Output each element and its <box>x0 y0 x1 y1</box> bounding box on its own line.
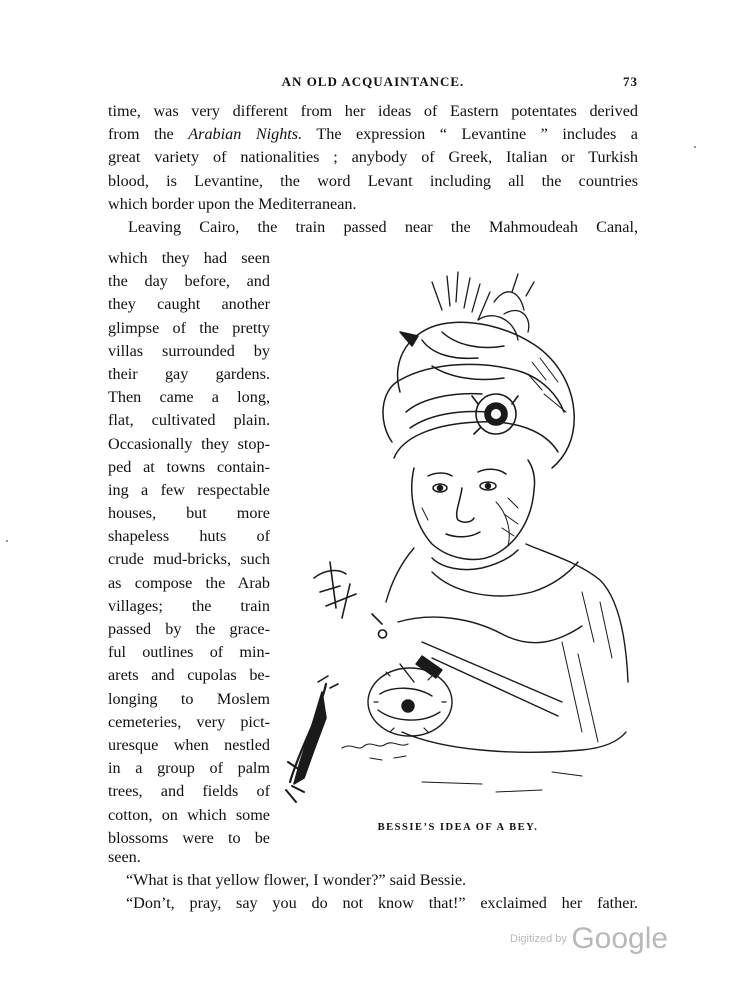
text-line: their gay gardens. <box>108 364 270 383</box>
book-title-italic: Arabian Nights. <box>188 125 303 144</box>
dagger-hilt <box>286 676 338 802</box>
turban-jewel <box>472 394 518 434</box>
text-line: Leaving Cairo, the train passed near the Mahmoudeah Canal, <box>128 217 638 236</box>
text-line: flat, cultivated plain. <box>108 411 270 430</box>
text-fragment: from the <box>108 125 189 144</box>
text-line: shapeless huts of <box>108 527 270 546</box>
left-shoulder-strokes <box>314 562 387 638</box>
text-line: “Don’t, pray, say you do not know that!” exclaimed her father. <box>126 894 638 913</box>
text-line: the day before, and <box>108 272 270 291</box>
text-line: crude mud-bricks, such <box>108 550 270 569</box>
text-line: villas surrounded by <box>108 341 270 360</box>
text-line: ful outlines of min- <box>108 643 270 662</box>
text-line: trees, and fields of <box>108 782 270 801</box>
signature-scrawl <box>342 743 408 760</box>
text-line: as compose the Arab <box>108 573 270 592</box>
lower-scribbles <box>422 772 582 792</box>
google-logo: Google <box>571 922 669 955</box>
text-line: villages; the train <box>108 596 270 615</box>
paragraph-narrow-column <box>108 247 270 850</box>
scan-speck <box>6 540 8 542</box>
running-title: AN OLD ACQUAINTANCE. <box>281 74 465 89</box>
text-line: cotton, on which some <box>108 805 270 824</box>
text-line: “What is that yellow flower, I wonder?” said Bessie. <box>126 871 467 890</box>
plume-strokes <box>432 272 534 340</box>
illustration-caption: BESSIE’S IDEA OF A BEY. <box>377 822 539 833</box>
text-line: arets and cupolas be- <box>108 666 270 685</box>
turban <box>383 322 574 468</box>
text-line: cemeteries, very pict- <box>108 712 270 731</box>
text-line: seen. <box>108 848 141 866</box>
text-line: houses, but more <box>108 504 270 523</box>
text-line: longing to Moslem <box>108 689 270 708</box>
watermark-prefix: Digitized by <box>510 933 567 945</box>
text-line: time, was very different from her ideas of Eastern potentates derived <box>108 102 638 120</box>
text-line: which border upon the Mediterranean. <box>108 194 357 213</box>
text-line: uresque when nestled <box>108 735 270 754</box>
text-line: they caught another <box>108 295 270 314</box>
paragraph-bottom <box>108 846 638 916</box>
text-line: glimpse of the pretty <box>108 318 270 337</box>
text-line: passed by the grace- <box>108 620 270 638</box>
scan-speck <box>694 146 696 148</box>
text-line: great variety of nationalities ; anybody of Greek, Italian or Turkish <box>108 148 638 167</box>
bey-illustration <box>282 262 634 810</box>
text-line: blossoms were to be <box>108 828 270 847</box>
text-line: Then came a long, <box>108 388 270 407</box>
page-number: 73 <box>623 74 638 89</box>
text-line: which they had seen <box>108 249 270 267</box>
paragraph-top <box>108 100 638 239</box>
page-header <box>108 74 638 94</box>
digitized-watermark <box>510 922 670 956</box>
text-line: in a group of palm <box>108 759 270 778</box>
text-line: blood, is Levantine, the word Levant including all the countries <box>108 171 638 190</box>
text-line: ped at towns contain- <box>108 457 270 476</box>
robe <box>386 544 628 752</box>
text-fragment: The expression “ Levantine ” includes a <box>302 125 638 144</box>
medallion <box>368 668 452 736</box>
text-line: ing a few respectable <box>108 480 270 499</box>
text-line <box>108 123 638 146</box>
face <box>412 460 535 570</box>
text-line: Occasionally they stop- <box>108 434 270 453</box>
